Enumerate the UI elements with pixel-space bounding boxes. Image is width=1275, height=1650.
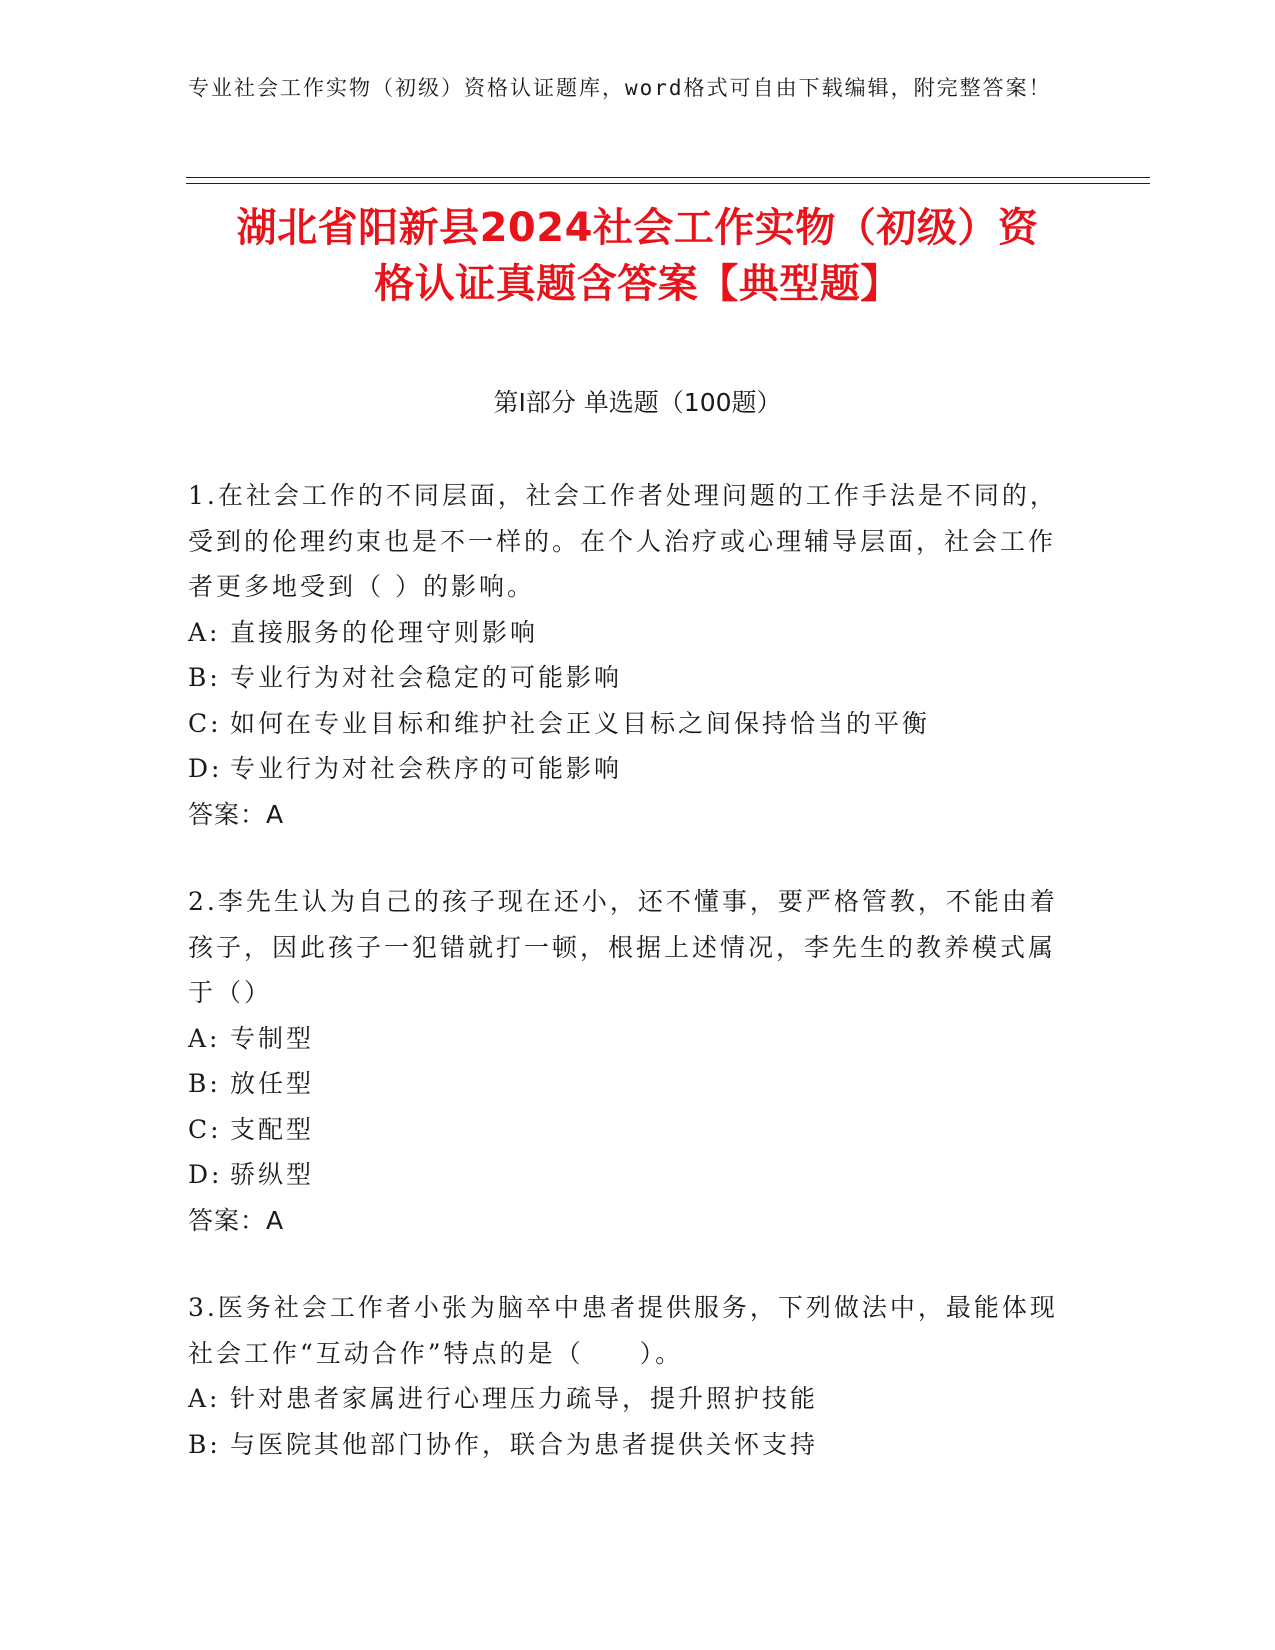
option-d [188, 746, 1058, 792]
question-stem: 1.在社会工作的不同层面，社会工作者处理问题的工作手法是不同的，受到的伦理约束也是不一样的。在个人治疗或心理辅导层面，社会工作者更多地受到（ ）的影响。 [188, 481, 1058, 601]
option-d [188, 1152, 1058, 1198]
option-b [188, 655, 1058, 701]
question-list [188, 473, 1058, 1509]
section-title: 第Ⅰ部分 单选题（100题） [493, 388, 782, 417]
answer-line: 答案：A [188, 799, 285, 829]
option-b [188, 1061, 1058, 1107]
option-text: 骄纵型 [230, 1160, 315, 1189]
question-stem: 3.医务社会工作者小张为脑卒中患者提供服务，下列做法中，最能体现社会工作“互动合作”特点的是（ ）。 [188, 1293, 1058, 1368]
option-b [188, 1422, 1058, 1468]
header-rule-bottom [186, 183, 1150, 184]
question-stem: 2.李先生认为自己的孩子现在还小，还不懂事，要严格管教，不能由着孩子，因此孩子一犯错就打一顿，根据上述情况，李先生的教养模式属于（） [188, 887, 1058, 1007]
option-a [188, 610, 1058, 656]
option-letter: D: [188, 1160, 223, 1189]
document-title-line-2: 格认证真题含答案【典型题】 [374, 261, 901, 307]
option-text: 直接服务的伦理守则影响 [230, 617, 539, 647]
option-text: 放任型 [230, 1069, 315, 1098]
option-letter: B: [188, 1429, 221, 1459]
option-text: 专制型 [230, 1023, 315, 1053]
option-letter: A: [188, 617, 221, 647]
option-text: 专业行为对社会秩序的可能影响 [230, 754, 623, 783]
header-note: 专业社会工作实物（初级）资格认证题库，word格式可自由下载编辑，附完整答案！ [188, 76, 1052, 100]
option-letter: A: [188, 1384, 221, 1413]
document-title [150, 200, 1125, 312]
option-letter: B: [188, 663, 221, 692]
question-1 [188, 473, 1058, 837]
answer-line: 答案：A [188, 1205, 285, 1235]
option-a [188, 1376, 1058, 1422]
option-a [188, 1016, 1058, 1062]
option-letter: C: [188, 708, 222, 738]
question-3 [188, 1285, 1058, 1467]
option-letter: C: [188, 1114, 222, 1144]
option-letter: A: [188, 1023, 221, 1053]
option-text: 支配型 [230, 1114, 315, 1144]
option-text: 针对患者家属进行心理压力疏导，提升照护技能 [230, 1384, 819, 1413]
option-c [188, 701, 1058, 747]
question-2 [188, 879, 1058, 1243]
option-c [188, 1107, 1058, 1153]
option-text: 如何在专业目标和维护社会正义目标之间保持恰当的平衡 [230, 708, 931, 738]
document-title-line-1: 湖北省阳新县2024社会工作实物（初级）资 [236, 205, 1039, 251]
option-letter: B: [188, 1069, 221, 1098]
header-rule-top [186, 177, 1150, 178]
option-letter: D: [188, 754, 223, 783]
option-text: 与医院其他部门协作，联合为患者提供关怀支持 [230, 1429, 819, 1459]
option-text: 专业行为对社会稳定的可能影响 [230, 663, 623, 692]
